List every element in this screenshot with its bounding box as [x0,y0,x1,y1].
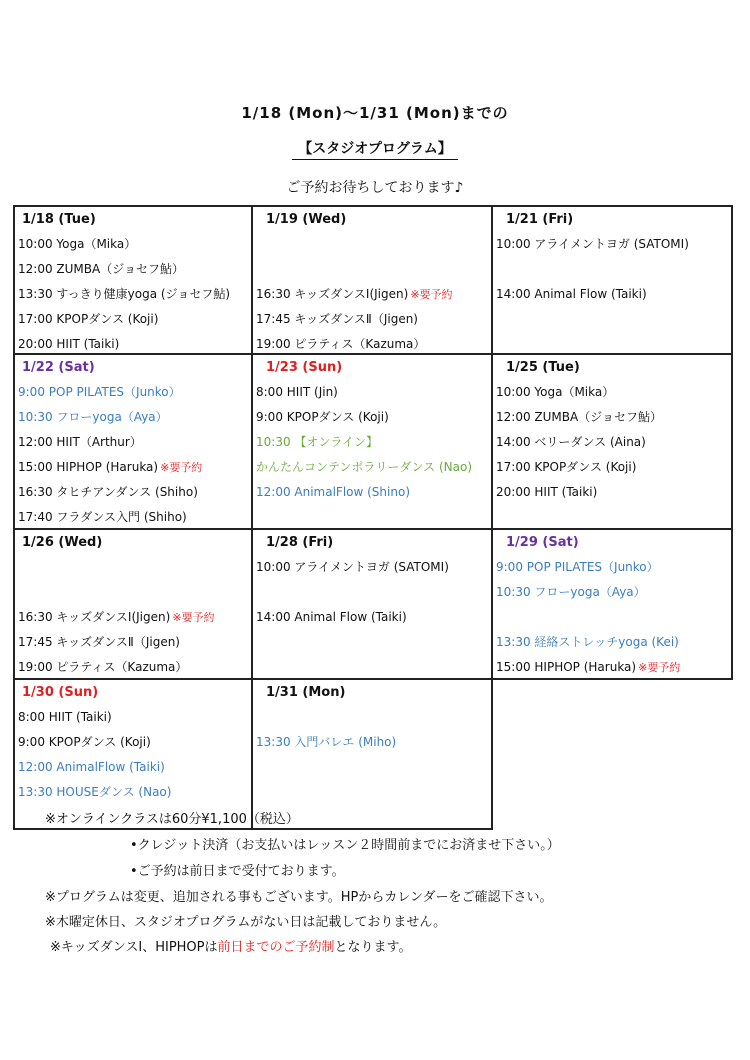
note-kids-red: 前日までのご予約制 [217,940,335,955]
class-text: 16:30 タヒチアンダンス (Shiho) [18,485,198,499]
class-entry [496,430,731,455]
day-date: 1/19 (Wed) [266,212,347,227]
class-entry [496,480,731,505]
class-entry [496,555,731,580]
class-text: 9:00 POP PILATES（Junko） [496,560,659,574]
day-cell [493,205,733,355]
class-text: 9:00 KPOPダンス (Koji) [256,410,389,424]
class-text: 9:00 KPOPダンス (Koji) [18,735,151,749]
class-entry [18,430,251,455]
day-date: 1/23 (Sun) [266,360,343,375]
class-text: 10:00 Yoga（Mika） [18,237,137,251]
class-entry [18,705,251,730]
class-entry [18,505,251,530]
class-text: 10:00 Yoga（Mika） [496,385,615,399]
class-text: 12:00 ZUMBA（ジョセフ鮎） [18,262,184,276]
class-entry [18,780,251,805]
class-text: 17:45 キッズダンスⅡ（Jigen) [256,312,418,326]
class-entry [496,580,731,605]
note-kids-reservation [50,936,412,955]
class-entry [256,455,491,480]
class-entry [256,332,491,355]
class-entry [18,282,251,307]
class-text: 17:00 KPOPダンス (Koji) [18,312,159,326]
class-text: 14:00 ベリーダンス (Aina) [496,435,646,449]
class-entry [18,605,251,630]
program-title-text: 【スタジオプログラム】 [292,141,457,160]
class-text: 13:30 HOUSEダンス (Nao) [18,785,172,799]
class-entry [256,405,491,430]
day-date: 1/25 (Tue) [506,360,580,375]
class-text: 12:00 AnimalFlow (Taiki) [18,760,165,774]
class-text: 10:30 フローyoga（Aya） [496,585,646,599]
class-text: 16:30 キッズダンスⅠ(Jigen) [18,610,171,624]
class-entry [496,380,731,405]
reservation-required-note: ※要予約 [160,461,203,474]
class-text: 19:00 ピラティス（Kazuma） [18,660,188,674]
class-text: 15:00 HIPHOP (Haruka) [496,660,637,674]
day-cell [253,205,493,355]
class-text: 10:00 アライメントヨガ (SATOMI) [496,237,689,251]
day-date: 1/28 (Fri) [266,535,334,550]
class-entry [18,480,251,505]
class-entry [256,555,491,580]
class-text: 19:00 ピラティス（Kazuma） [256,337,426,351]
class-entry [256,430,491,455]
class-entry [18,730,251,755]
class-entry [18,232,251,257]
day-date: 1/26 (Wed) [22,535,103,550]
class-entry [496,232,731,257]
class-entry [496,282,731,307]
class-text: かんたんコンテンポラリーダンス (Nao) [256,460,473,474]
day-date: 1/29 (Sat) [506,535,579,550]
class-text: 20:00 HIIT (Taiki) [496,485,598,499]
class-text: 16:30 キッズダンスⅠ(Jigen) [256,287,409,301]
class-text: 12:00 AnimalFlow (Shino) [256,485,410,499]
empty-slot [256,257,491,282]
class-entry [256,605,491,630]
class-entry [256,480,491,505]
subtitle: ご予約お待ちしております♪ [286,180,464,196]
class-text: 8:00 HIIT (Jin) [256,385,338,399]
class-text: 20:00 HIIT (Taiki) [18,337,120,351]
day-date: 1/21 (Fri) [506,212,574,227]
class-text: 10:30 フローyoga（Aya） [18,410,168,424]
class-entry [18,655,251,680]
class-text: 13:30 入門バレエ (Miho) [256,735,397,749]
class-text: 17:40 フラダンス入門 (Shiho) [18,510,187,524]
class-entry [18,380,251,405]
empty-slot [256,705,491,730]
class-text: 17:00 KPOPダンス (Koji) [496,460,637,474]
class-entry [18,455,251,480]
day-cell [13,355,253,530]
program-title [0,138,750,158]
class-text: 15:00 HIPHOP (Haruka) [18,460,159,474]
day-cell [13,530,253,680]
class-entry [18,332,251,355]
class-entry [18,405,251,430]
day-cell [253,355,493,530]
day-cell [253,530,493,680]
day-cell [13,205,253,355]
class-text: 17:45 キッズダンスⅡ（Jigen) [18,635,180,649]
note-credit: •クレジット決済（お支払いはレッスン２時間前までにお済ませ下さい。） [130,838,560,853]
class-entry [256,282,491,307]
note-kids-prefix: ※キッズダンスⅠ、HIPHOPは [50,940,218,955]
note-program-change: ※プログラムは変更、追加される事もございます。HPからカレンダーをご確認下さい。 [45,890,553,905]
reservation-required-note: ※要予約 [410,288,453,301]
class-text: 10:30 【オンライン】 [256,435,379,449]
empty-slot [496,605,731,630]
class-text: 13:30 すっきり健康yoga (ジョセフ鮎) [18,287,231,301]
schedule-period-title: 1/18 (Mon)～1/31 (Mon)までの [241,104,509,122]
class-text: 12:00 ZUMBA（ジョセフ鮎） [496,410,662,424]
empty-slot [18,555,251,580]
class-entry [256,307,491,332]
note-online-price: ※オンラインクラスは60分¥1,100（税込） [45,812,299,827]
class-text: 10:00 アライメントヨガ (SATOMI) [256,560,449,574]
empty-slot [256,580,491,605]
class-entry [496,655,731,680]
class-entry [496,455,731,480]
day-cell [493,355,733,530]
empty-slot [18,580,251,605]
day-date: 1/22 (Sat) [22,360,95,375]
note-kids-suffix: となります。 [334,940,412,955]
class-text: 9:00 POP PILATES（Junko） [18,385,181,399]
reservation-required-note: ※要予約 [638,661,681,674]
note-holiday: ※木曜定休日、スタジオプログラムがない日は記載しておりません。 [45,915,447,930]
class-text: 14:00 Animal Flow (Taiki) [256,610,407,624]
class-entry [496,405,731,430]
class-text: 12:00 HIIT（Arthur） [18,435,142,449]
class-entry [18,630,251,655]
empty-slot [256,232,491,257]
class-text: 8:00 HIIT (Taiki) [18,710,112,724]
class-text: 13:30 経絡ストレッチyoga (Kei) [496,635,679,649]
day-date: 1/31 (Mon) [266,685,346,700]
class-entry [256,380,491,405]
note-reserve: •ご予約は前日まで受付ております。 [130,864,345,879]
class-entry [18,307,251,332]
day-cell [493,530,733,680]
day-date: 1/30 (Sun) [22,685,99,700]
reservation-required-note: ※要予約 [172,611,215,624]
class-entry [18,755,251,780]
class-text: 14:00 Animal Flow (Taiki) [496,287,647,301]
class-entry [256,730,491,755]
class-entry [496,630,731,655]
empty-slot [496,257,731,282]
class-entry [18,257,251,282]
day-date: 1/18 (Tue) [22,212,96,227]
